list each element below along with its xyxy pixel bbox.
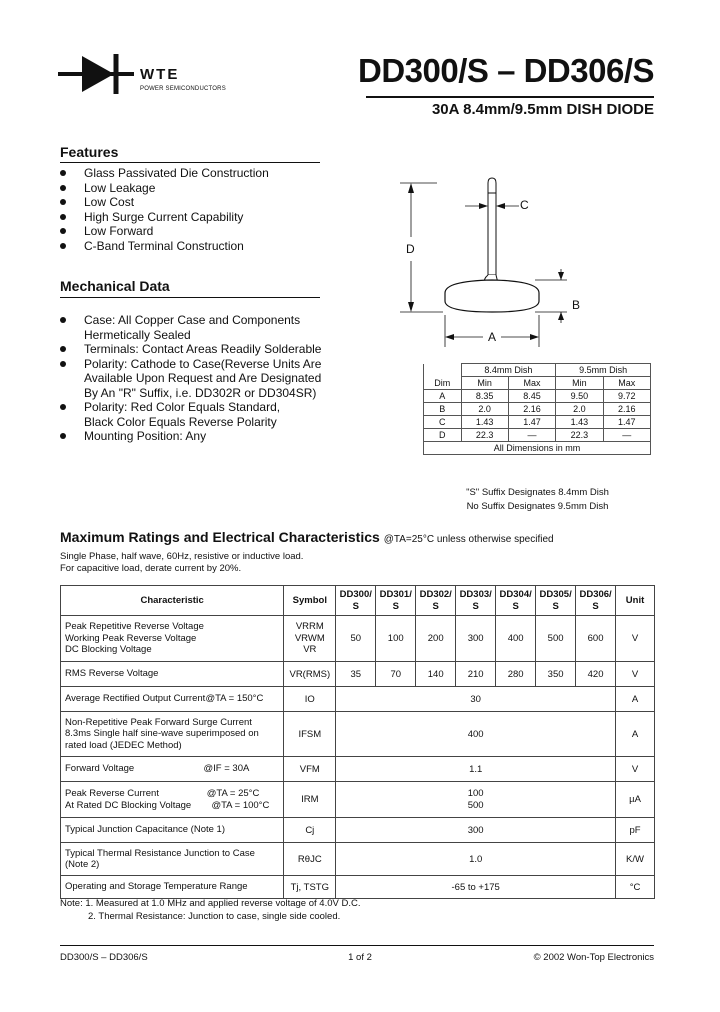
- list-item: Terminals: Contact Areas Readily Solderable: [58, 342, 321, 357]
- list-item: High Surge Current Capability: [58, 210, 269, 225]
- footer-rule: [60, 945, 654, 946]
- dim-label-b: B: [572, 298, 581, 312]
- col-part: DD300/ S: [336, 586, 376, 616]
- suffix-notes: "S" Suffix Designates 8.4mm Dish No Suffix Designates 9.5mm Dish: [466, 487, 609, 512]
- brand-subtitle: POWER SEMICONDUCTORS: [140, 86, 226, 92]
- footer-left: DD300/S – DD306/S: [60, 952, 148, 963]
- list-item: Mounting Position: Any: [58, 429, 321, 444]
- table-row: Forward Voltage @IF = 30A VFM 1.1 V: [61, 757, 655, 782]
- dim-label-a: A: [488, 330, 497, 344]
- col-part: DD302/ S: [416, 586, 456, 616]
- dim-group-header: 8.4mm Dish: [461, 364, 556, 377]
- col-unit: Unit: [616, 586, 655, 616]
- table-row: Non-Repetitive Peak Forward Surge Current 8.3ms Single half sine-wave superimposed on rated load (JEDEC Method) IFSM 400 A: [61, 712, 655, 757]
- mechanical-heading: Mechanical Data: [60, 278, 170, 294]
- footnotes: Note: 1. Measured at 1.0 MHz and applied reverse voltage of 4.0V D.C. 2. Thermal Resistance: Junction to case, single side cooled.: [60, 898, 361, 922]
- dim-col-header: Max: [508, 377, 555, 390]
- table-row: RMS Reverse Voltage VR(RMS) 35 70 140 210 280 350 420 V: [61, 662, 655, 687]
- dim-col-header: Min: [556, 377, 603, 390]
- table-header-row: [61, 586, 655, 616]
- mechanical-rule: [60, 297, 320, 298]
- dim-table-footer: All Dimensions in mm: [424, 442, 651, 455]
- list-item: Polarity: Red Color Equals Standard, Black Color Equals Reverse Polarity: [58, 400, 321, 429]
- col-symbol: Symbol: [284, 586, 336, 616]
- table-row: D 22.3 — 22.3 —: [424, 429, 651, 442]
- list-item: Polarity: Cathode to Case(Reverse Units Are Available Upon Request and Are Designated By An "R" Suffix, i.e. DD302R or DD304SR): [58, 357, 321, 401]
- footer-right: © 2002 Won-Top Electronics: [533, 952, 654, 963]
- footer-page: 1 of 2: [348, 952, 372, 963]
- package-outline-diagram: [395, 175, 595, 350]
- table-row: C 1.43 1.47 1.43 1.47: [424, 416, 651, 429]
- ratings-title: Maximum Ratings and Electrical Characteristics @TA=25°C unless otherwise specified: [60, 529, 554, 545]
- dim-label-c: C: [520, 198, 529, 212]
- table-row: Peak Reverse Current @TA = 25°C At Rated DC Blocking Voltage @TA = 100°C IRM 100 500 µA: [61, 782, 655, 818]
- table-row: Typical Junction Capacitance (Note 1) Cj 300 pF: [61, 818, 655, 843]
- ratings-table: [60, 585, 655, 899]
- list-item: C-Band Terminal Construction: [58, 239, 269, 254]
- page-subtitle: 30A 8.4mm/9.5mm DISH DIODE: [431, 101, 654, 118]
- col-characteristic: Characteristic: [61, 586, 284, 616]
- ratings-condition: @TA=25°C unless otherwise specified: [383, 534, 554, 545]
- dim-col-header: Max: [603, 377, 650, 390]
- page-title: DD300/S – DD306/S: [358, 52, 654, 89]
- diode-logo-icon: [58, 52, 136, 96]
- mechanical-list: [58, 313, 321, 444]
- dim-col-header: Min: [461, 377, 508, 390]
- features-list: [58, 166, 269, 253]
- col-part: DD305/ S: [536, 586, 576, 616]
- col-part: DD303/ S: [456, 586, 496, 616]
- list-item: Low Forward: [58, 224, 269, 239]
- features-heading: Features: [60, 144, 119, 160]
- brand-name: WTE: [140, 66, 180, 83]
- ratings-notes: Single Phase, half wave, 60Hz, resistive or inductive load. For capacitive load, derate current by 20%.: [60, 551, 304, 574]
- list-item: Glass Passivated Die Construction: [58, 166, 269, 181]
- table-row: Average Rectified Output Current @TA = 150°C IO 30 A: [61, 687, 655, 712]
- title-rule: [366, 96, 654, 98]
- list-item: Low Cost: [58, 195, 269, 210]
- dim-col-header: Dim: [424, 377, 462, 390]
- dimension-table: [423, 363, 651, 455]
- col-part: DD306/ S: [576, 586, 616, 616]
- features-rule: [60, 162, 320, 163]
- table-row: Peak Repetitive Reverse Voltage Working Peak Reverse Voltage DC Blocking Voltage VRRM VRWM VR 50 100 200 300 400 500 600 V: [61, 616, 655, 662]
- table-row: B 2.0 2.16 2.0 2.16: [424, 403, 651, 416]
- list-item: Case: All Copper Case and Components Hermetically Sealed: [58, 313, 321, 342]
- list-item: Low Leakage: [58, 181, 269, 196]
- col-part: DD301/ S: [376, 586, 416, 616]
- table-row: Typical Thermal Resistance Junction to Case (Note 2) RθJC 1.0 K/W: [61, 843, 655, 876]
- table-row: A 8.35 8.45 9.50 9.72: [424, 390, 651, 403]
- table-row: Operating and Storage Temperature Range Tj, TSTG -65 to +175 °C: [61, 876, 655, 899]
- dim-group-header: 9.5mm Dish: [556, 364, 651, 377]
- dim-label-d: D: [406, 242, 415, 256]
- col-part: DD304/ S: [496, 586, 536, 616]
